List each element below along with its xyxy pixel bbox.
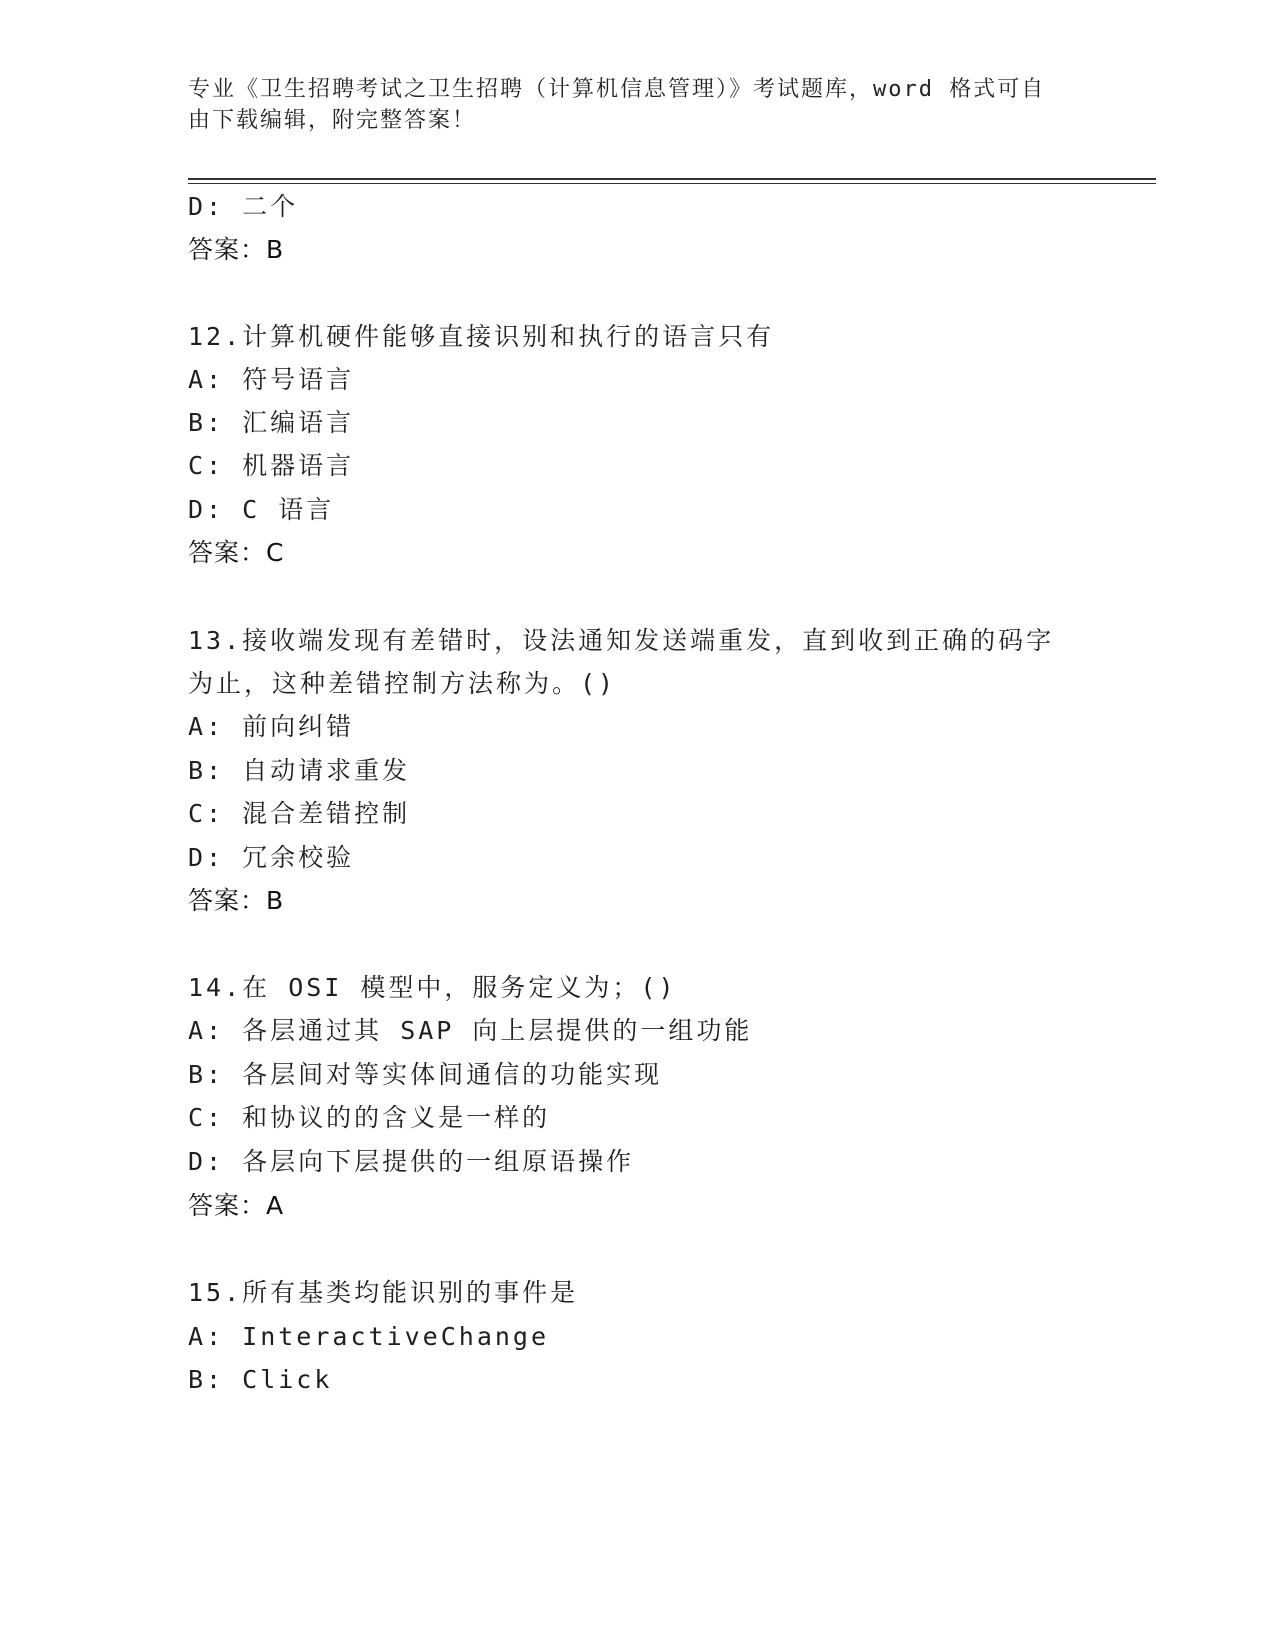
q12-answer: 答案：C (188, 538, 285, 567)
q14-option-b: B: 各层间对等实体间通信的功能实现 (188, 1060, 663, 1089)
q13-option-d: D: 冗余校验 (188, 843, 355, 872)
q15-option-b: B: Click (188, 1365, 333, 1394)
q14-option-d: D: 各层向下层提供的一组原语操作 (188, 1147, 635, 1176)
q13-question-line-2: 为止，这种差错控制方法称为。() (188, 669, 617, 698)
header-divider-thin (188, 183, 1156, 184)
q14-answer: 答案：A (188, 1191, 285, 1220)
q13-answer: 答案：B (188, 886, 285, 915)
q12-option-a: A: 符号语言 (188, 365, 355, 394)
q13-option-c: C: 混合差错控制 (188, 799, 411, 828)
q12-option-d: D: C 语言 (188, 495, 335, 524)
document-header (188, 74, 1068, 136)
header-divider-thick (188, 178, 1156, 180)
q13-option-a: A: 前向纠错 (188, 712, 355, 741)
q12-option-c: C: 机器语言 (188, 451, 355, 480)
header-line-2: 由下载编辑，附完整答案！ (188, 108, 477, 133)
q14-option-c: C: 和协议的的含义是一样的 (188, 1103, 551, 1132)
q12-option-b: B: 汇编语言 (188, 408, 355, 437)
prev-option-d: D: 二个 (188, 192, 299, 221)
q14-option-a: A: 各层通过其 SAP 向上层提供的一组功能 (188, 1016, 753, 1045)
q13-option-b: B: 自动请求重发 (188, 756, 411, 785)
prev-answer: 答案：B (188, 235, 285, 264)
q13-question-line-1: 13.接收端发现有差错时，设法通知发送端重发，直到收到正确的码字 (188, 626, 1055, 655)
header-line-1: 专业《卫生招聘考试之卫生招聘（计算机信息管理）》考试题库，word 格式可自 (188, 77, 1046, 102)
q15-question: 15.所有基类均能识别的事件是 (188, 1278, 579, 1307)
q15-option-a: A: InteractiveChange (188, 1322, 550, 1351)
q12-question: 12.计算机硬件能够直接识别和执行的语言只有 (188, 322, 775, 351)
q14-question: 14.在 OSI 模型中，服务定义为；() (188, 973, 677, 1002)
